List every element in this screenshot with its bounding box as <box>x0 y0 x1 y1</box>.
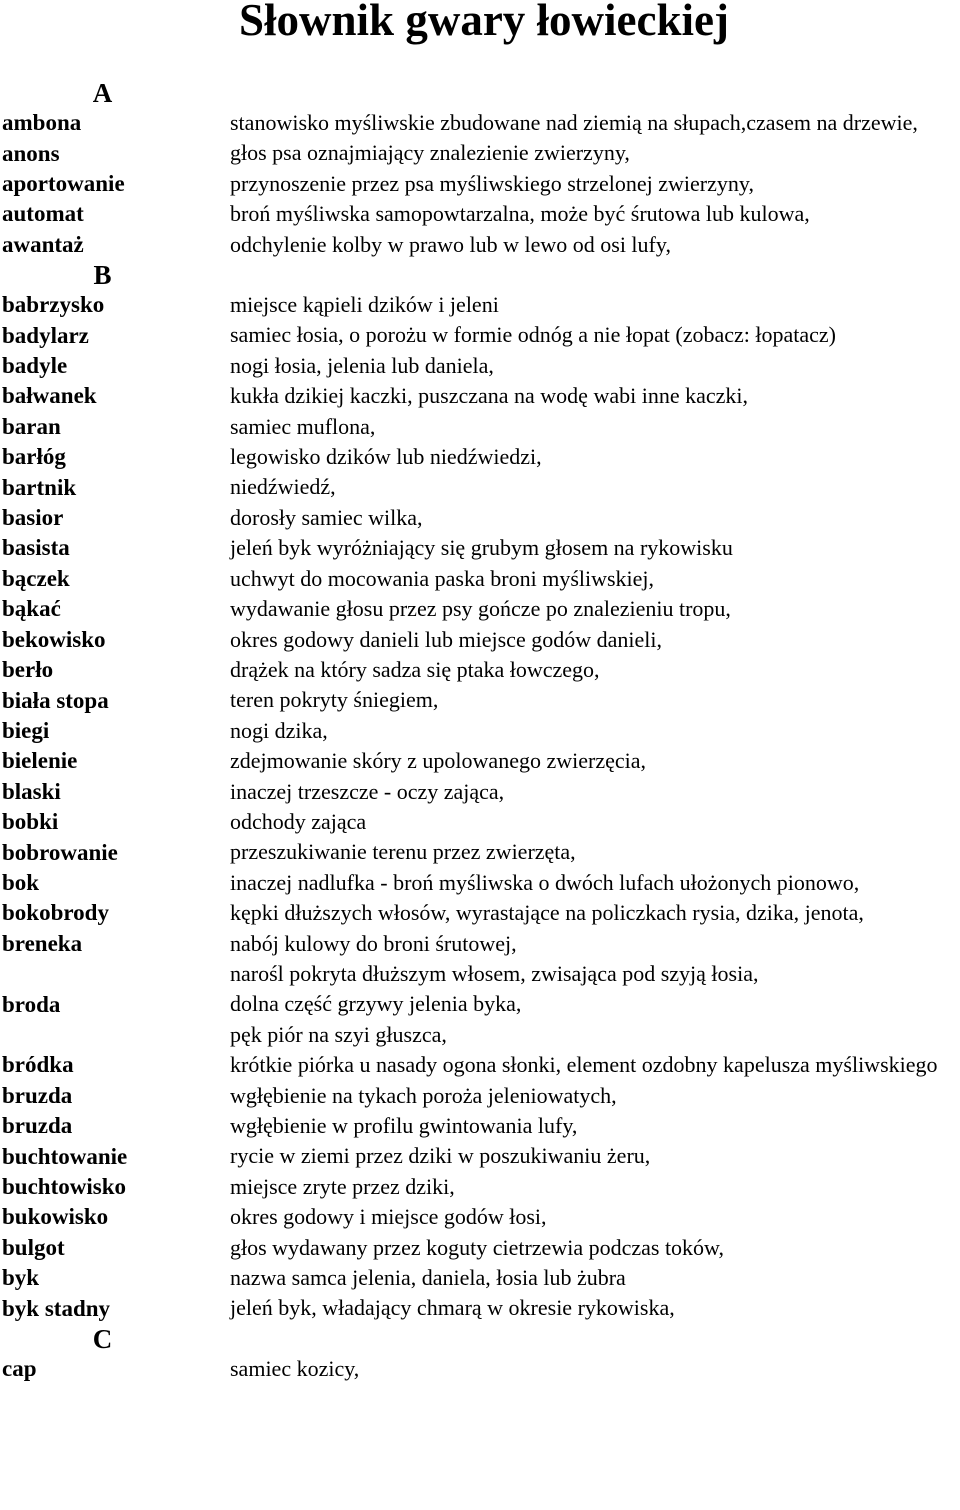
entry-term: automat <box>2 201 84 227</box>
entry-term: bruzda <box>2 1113 73 1139</box>
entry-definition: rycie w ziemi przez dziki w poszukiwaniu żeru, <box>230 1143 651 1169</box>
entry-definitions <box>230 1050 960 1080</box>
entry-definitions <box>230 533 960 563</box>
entry-definition: głos psa oznajmiający znalezienie zwierzyny, <box>230 140 630 166</box>
entry-definition: inaczej trzeszcze - oczy zająca, <box>230 778 505 804</box>
entry-term: bałwanek <box>2 383 97 409</box>
entry-definitions <box>230 1172 960 1202</box>
entry-definition: kukła dzikiej kaczki, puszczana na wodę wabi inne kaczki, <box>230 383 748 409</box>
dictionary-entry <box>0 807 960 837</box>
entry-definitions <box>230 442 960 472</box>
dictionary-entry <box>0 1263 960 1293</box>
entry-definitions <box>230 1233 960 1263</box>
entry-term: bok <box>2 869 40 895</box>
entry-term: anons <box>2 140 60 166</box>
entry-definition: okres godowy danieli lub miejsce godów danieli, <box>230 626 662 652</box>
dictionary-entry <box>0 837 960 867</box>
dictionary-entry <box>0 381 960 411</box>
entry-definition: jeleń byk wyróżniający się grubym głosem na rykowisku <box>230 535 733 561</box>
dictionary-entry <box>0 746 960 776</box>
entry-definition: zdejmowanie skóry z upolowanego zwierzęcia, <box>230 748 646 774</box>
entry-definition: przeszukiwanie terenu przez zwierzęta, <box>230 839 576 865</box>
entry-definitions <box>230 169 960 199</box>
entry-definitions <box>230 716 960 746</box>
entry-term: berło <box>2 657 54 683</box>
entry-definitions <box>230 351 960 381</box>
dictionary-entry <box>0 655 960 685</box>
dictionary-entry <box>0 625 960 655</box>
entry-definitions <box>230 503 960 533</box>
entry-term: badylarz <box>2 322 89 348</box>
entry-definitions <box>230 1293 960 1323</box>
dictionary-entry <box>0 138 960 168</box>
entry-definitions <box>230 381 960 411</box>
entry-definition: dorosły samiec wilka, <box>230 504 423 530</box>
entry-definition: drążek na który sadza się ptaka łowczego, <box>230 656 600 682</box>
entry-definition: okres godowy i miejsce godów łosi, <box>230 1204 547 1230</box>
entry-definition: nazwa samca jelenia, daniela, łosia lub żubra <box>230 1265 626 1291</box>
entry-term: buchtowanie <box>2 1143 128 1169</box>
dictionary-entry <box>0 533 960 563</box>
entry-definitions <box>230 929 960 959</box>
entry-definition: broń myśliwska samopowtarzalna, może być śrutowa lub kulowa, <box>230 201 810 227</box>
entry-definition: głos wydawany przez koguty cietrzewia podczas toków, <box>230 1234 725 1260</box>
dictionary-entry <box>0 1354 960 1384</box>
entry-term: biegi <box>2 717 50 743</box>
entry-term: bruzda <box>2 1082 73 1108</box>
dictionary-entry <box>0 564 960 594</box>
entry-term: breneka <box>2 930 83 956</box>
entry-definition: samiec kozicy, <box>230 1355 360 1381</box>
entry-definition: uchwyt do mocowania paska broni myśliwskiej, <box>230 565 655 591</box>
entry-definitions <box>230 1354 960 1384</box>
entry-definitions <box>230 625 960 655</box>
entry-definitions <box>230 1111 960 1141</box>
entry-term: byk <box>2 1265 40 1291</box>
dictionary-entry <box>0 199 960 229</box>
dictionary-entry <box>0 351 960 381</box>
entry-definitions <box>230 290 960 320</box>
entry-definitions <box>230 777 960 807</box>
dictionary-entries <box>0 78 960 1384</box>
dictionary-entry <box>0 868 960 898</box>
entry-definition: kępki dłuższych włosów, wyrastające na policzkach rysia, dzika, jenota, <box>230 900 864 926</box>
entry-definitions <box>230 1263 960 1293</box>
entry-term: bulgot <box>2 1234 65 1260</box>
dictionary-entry <box>0 716 960 746</box>
section-letter: B <box>93 260 112 291</box>
entry-term: bączek <box>2 565 70 591</box>
entry-term: basista <box>2 535 70 561</box>
entry-term: bobrowanie <box>2 839 118 865</box>
entry-definition: niedźwiedź, <box>230 474 336 500</box>
section-letter: C <box>92 1323 113 1354</box>
page-title: Słownik gwary łowieckiej <box>239 0 729 45</box>
entry-definitions <box>230 199 960 229</box>
entry-definition: stanowisko myśliwskie zbudowane nad ziemią na słupach,czasem na drzewie, <box>230 110 918 135</box>
dictionary-entry <box>0 1233 960 1263</box>
entry-definition: wgłębienie na tykach poroża jeleniowatych, <box>230 1082 617 1108</box>
dictionary-entry <box>0 777 960 807</box>
entry-definition: odchody zająca <box>230 808 367 834</box>
entry-definitions <box>230 837 960 867</box>
dictionary-entry <box>0 1202 960 1232</box>
entry-definition: pęk piór na szyi głuszca, <box>230 1021 447 1047</box>
dictionary-entry <box>0 320 960 350</box>
entry-definitions <box>230 1081 960 1111</box>
entry-definition: wydawanie głosu przez psy gończe po znalezieniu tropu, <box>230 596 731 622</box>
dictionary-entry <box>0 1111 960 1141</box>
entry-definition: legowisko dzików lub niedźwiedzi, <box>230 444 542 470</box>
entry-term: bródka <box>2 1052 74 1078</box>
entry-definitions <box>230 868 960 898</box>
dictionary-entry <box>0 929 960 959</box>
entry-term: baran <box>2 413 61 439</box>
dictionary-entry <box>0 169 960 199</box>
entry-term: bukowisko <box>2 1204 109 1230</box>
entry-definitions <box>230 564 960 594</box>
dictionary-entry <box>0 412 960 442</box>
entry-definition: samiec muflona, <box>230 413 376 439</box>
entry-definition: krótkie piórka u nasady ogona słonki, element ozdobny kapelusza myśliwskiego <box>230 1052 938 1078</box>
entry-definitions <box>230 685 960 715</box>
entry-term: byk stadny <box>2 1295 111 1321</box>
entry-term: bokobrody <box>2 900 109 926</box>
entry-definition: przynoszenie przez psa myśliwskiego strzelonej zwierzyny, <box>230 170 754 196</box>
entry-definitions <box>230 138 960 168</box>
entry-definitions <box>230 230 960 260</box>
entry-definition: nabój kulowy do broni śrutowej, <box>230 930 517 956</box>
entry-term: ambona <box>2 110 82 136</box>
entry-definitions <box>230 746 960 776</box>
entry-definitions <box>230 655 960 685</box>
entry-definition: odchylenie kolby w prawo lub w lewo od osi lufy, <box>230 231 671 257</box>
entry-definition: inaczej nadlufka - broń myśliwska o dwóch lufach ułożonych pionowo, <box>230 869 860 895</box>
entry-term: blaski <box>2 778 61 804</box>
entry-definition: jeleń byk, władający chmarą w okresie rykowiska, <box>230 1295 675 1321</box>
entry-definitions <box>230 412 960 442</box>
entry-term: broda <box>2 991 61 1017</box>
dictionary-entry <box>0 594 960 624</box>
entry-definitions <box>230 1202 960 1232</box>
entry-term: badyle <box>2 353 68 379</box>
dictionary-entry <box>0 108 960 138</box>
entry-term: babrzysko <box>2 292 105 318</box>
entry-term: bobki <box>2 809 59 835</box>
dictionary-entry <box>0 230 960 260</box>
entry-term: buchtowisko <box>2 1174 126 1200</box>
dictionary-entry <box>0 442 960 472</box>
entry-term: cap <box>2 1356 37 1382</box>
entry-term: bielenie <box>2 748 78 774</box>
entry-definition: narośl pokryta dłuższym włosem, zwisająca pod szyją łosia, <box>230 960 759 986</box>
entry-definition: miejsce zryte przez dziki, <box>230 1173 455 1199</box>
entry-definitions <box>230 959 960 1050</box>
dictionary-entry <box>0 472 960 502</box>
entry-definition: dolna część grzywy jelenia byka, <box>230 991 522 1017</box>
entry-definition: miejsce kąpieli dzików i jeleni <box>230 292 499 318</box>
entry-definitions <box>230 108 960 138</box>
entry-definition: wgłębienie w profilu gwintowania lufy, <box>230 1113 578 1138</box>
entry-term: bekowisko <box>2 626 106 652</box>
entry-term: aportowanie <box>2 171 125 197</box>
entry-definition: samiec łosia, o porożu w formie odnóg a nie łopat (zobacz: łopatacz) <box>230 322 836 348</box>
section-letter: A <box>92 78 113 108</box>
entry-term: awantaż <box>2 231 84 257</box>
entry-definitions <box>230 898 960 928</box>
dictionary-entry <box>0 1172 960 1202</box>
entry-term: bąkać <box>2 596 61 622</box>
entry-term: biała stopa <box>2 687 109 713</box>
dictionary-entry <box>0 503 960 533</box>
entry-term: barłóg <box>2 444 66 470</box>
entry-definitions <box>230 320 960 350</box>
entry-definitions <box>230 472 960 502</box>
dictionary-entry <box>0 1293 960 1323</box>
entry-term: bartnik <box>2 474 77 500</box>
dictionary-entry <box>0 685 960 715</box>
dictionary-entry <box>0 290 960 320</box>
dictionary-entry <box>0 898 960 928</box>
entry-definitions <box>230 1141 960 1171</box>
entry-term: basior <box>2 505 64 531</box>
entry-definition: nogi łosia, jelenia lub daniela, <box>230 352 494 378</box>
dictionary-entry <box>0 1141 960 1171</box>
entry-definition: teren pokryty śniegiem, <box>230 687 439 713</box>
entry-definitions <box>230 807 960 837</box>
dictionary-entry <box>0 1050 960 1080</box>
entry-definition: nogi dzika, <box>230 717 328 743</box>
dictionary-entry <box>0 1081 960 1111</box>
entry-definitions <box>230 594 960 624</box>
dictionary-entry <box>0 959 960 1050</box>
